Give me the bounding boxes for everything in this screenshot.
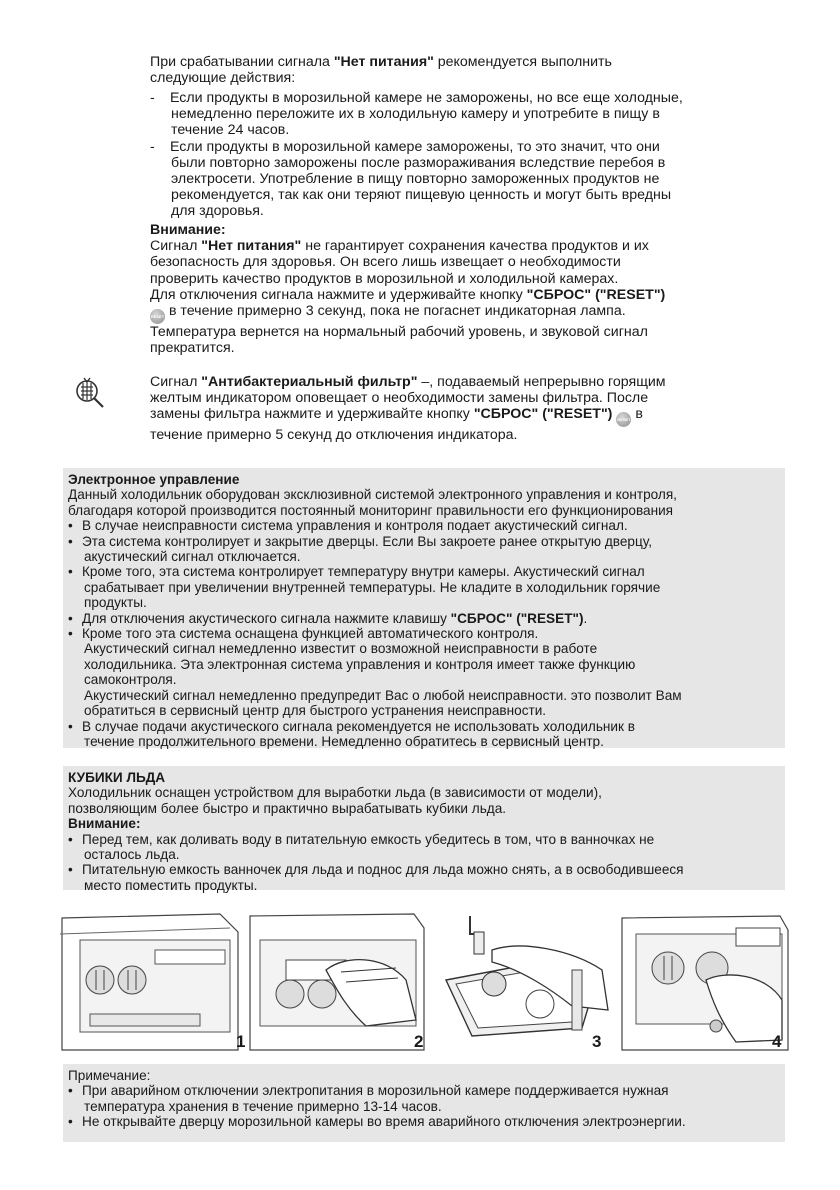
figure-2-tray-removal [246,910,428,1056]
power-warning: Внимание: Сигнал "Нет питания" не гарантирует сохранения качества продуктов и их безопасность для здоровья. Он всего лишь извещает о необходимости проверить качество продуктов в морозильной и холодильной камерах. Для отключения сигнала нажмите и удерживайте кнопку "СБРОС" ("RESET") RESET в течение примерно 3 секунд, пока не погаснет индикаторная лампа. Температура вернется на нормальный рабочий уровень, и звуковой сигнал прекратится. [150,222,666,357]
power-intro: При срабатывании сигнала "Нет питания" рекомендуется выполнить [150,54,612,70]
antibacterial-filter-icon [72,376,106,410]
list-item: • Питательную емкость ванночек для льда и поднос для льда можно снять, а в освободившееся [68,862,684,878]
section-title: Примечание: [68,1068,151,1083]
figure-number: 3 [592,1032,602,1051]
section-title: Электронное управление [68,472,240,487]
illustrations-strip [60,910,790,1058]
figure-1-ice-maker-panel [60,910,242,1056]
figure-number: 1 [236,1032,246,1051]
figure-3-water-tank [432,910,614,1056]
electronic-control-section: Электронное управление Данный холодильник оборудован эксклюзивной системой электронного управления и контроля, благодаря которой производится постоянный мониторинг правильности его функционирования • В случае неисправности система управления и контроля подает акустический сигнал. • Эта система контролирует и закрытие дверцы. Если Вы закроете ранее открытую дверцу, акустический сигнал отключается. • Кроме того, эта система контролирует температуру внутри камеры. Акустический сигнал срабатывает при увеличении внутренней температуры. Не кладите в холодильник горячие продукты. • Для отключения акустического сигнала нажмите клавишу "СБРОС" ("RESET"). • Кроме того эта система оснащена функцией автоматического контроля. Акустический сигнал немедленно известит о возможной неисправности в работе холодильника. Эта электронная система управления и контроля имеет также функцию самоконтроля. Акустический сигнал немедленно предупредит Вас о любой неисправности. это позволит Вам обратиться в сервисный центр для быстрого устранения неисправности. • В случае подачи акустического сигнала рекомендуется не использовать холодильник в течение продолжительного времени. Немедленно обратитесь в сервисный центр. [68,472,682,749]
list-item: • В случае неисправности система управления и контроля подает акустический сигнал. [68,518,628,534]
figure-number: 2 [414,1032,424,1051]
list-item: • В случае подачи акустического сигнала рекомендуется не использовать холодильник в [68,718,635,734]
power-section: При срабатывании сигнала "Нет питания" рекомендуется выполнить следующие действия: [150,54,612,87]
attention-heading: Внимание: [68,816,141,832]
reset-button-icon: RESET [616,412,631,427]
power-bullet-list: - Если продукты в морозильной камере не заморожены, но все еще холодные, немедленно переложите их в холодильную камеру и употребите в пищу в течение 24 часов. - Если продукты в морозильной камере заморожены, то это значит, что они были повторно заморожены после размораживания вследствие перебоя в электросети. Употребление в пищу повторно замороженных продуктов не рекомендуется, так как они теряют пищевую ценность и могут быть вредны для здоровья. [150,90,683,220]
list-item: • Кроме того, эта система контролирует температуру внутри камеры. Акустический сигнал [68,564,645,580]
list-item: • Эта система контролирует и закрытие дверцы. Если Вы закроете ранее открытую дверцу, [68,533,652,549]
list-item: - Если продукты в морозильной камере не заморожены, но все еще холодные, [150,90,683,106]
list-item: • Кроме того эта система оснащена функцией автоматического контроля. [68,626,539,642]
figure-4-knob-turn [616,910,792,1056]
note-section: Примечание: • При аварийном отключении электропитания в морозильной камере поддерживается нужная температура хранения в течение примерно 13-14 часов. • Не открывайте дверцу морозильной камеры во время аварийного отключения электроэнергии. [68,1068,686,1130]
list-item: • При аварийном отключении электропитания в морозильной камере поддерживается нужная [68,1083,669,1099]
attention-heading: Внимание: [150,222,226,238]
list-item: - Если продукты в морозильной камере заморожены, то это значит, что они [150,138,660,155]
list-item: • Не открывайте дверцу морозильной камеры во время аварийного отключения электроэнергии. [68,1114,686,1130]
ice-cubes-section: КУБИКИ ЛЬДА Холодильник оснащен устройством для выработки льда (в зависимости от модели), позволяющим более быстро и практично вырабатывать кубики льда. Внимание: • Перед тем, как доливать воду в питательную емкость убедитесь в том, что в ванночках не осталось льда. • Питательную емкость ванночек для льда и поднос для льда можно снять, а в освободившееся место поместить продукты. [68,770,684,893]
list-item: • Перед тем, как доливать воду в питательную емкость убедитесь в том, что в ванночках не [68,831,655,847]
filter-section: Сигнал "Антибактериальный фильтр" –, подаваемый непрерывно горящим желтым индикатором оповещает о необходимости замены фильтра. После замены фильтра нажмите и удерживайте кнопку "СБРОС" ("RESET") RESET в течение примерно 5 секунд до отключения индикатора. [150,374,666,444]
reset-button-icon: RESET [150,309,165,324]
figure-number: 4 [772,1032,782,1051]
section-title: КУБИКИ ЛЬДА [68,770,166,785]
list-item: • Для отключения акустического сигнала нажмите клавишу "СБРОС" ("RESET"). [68,610,588,626]
